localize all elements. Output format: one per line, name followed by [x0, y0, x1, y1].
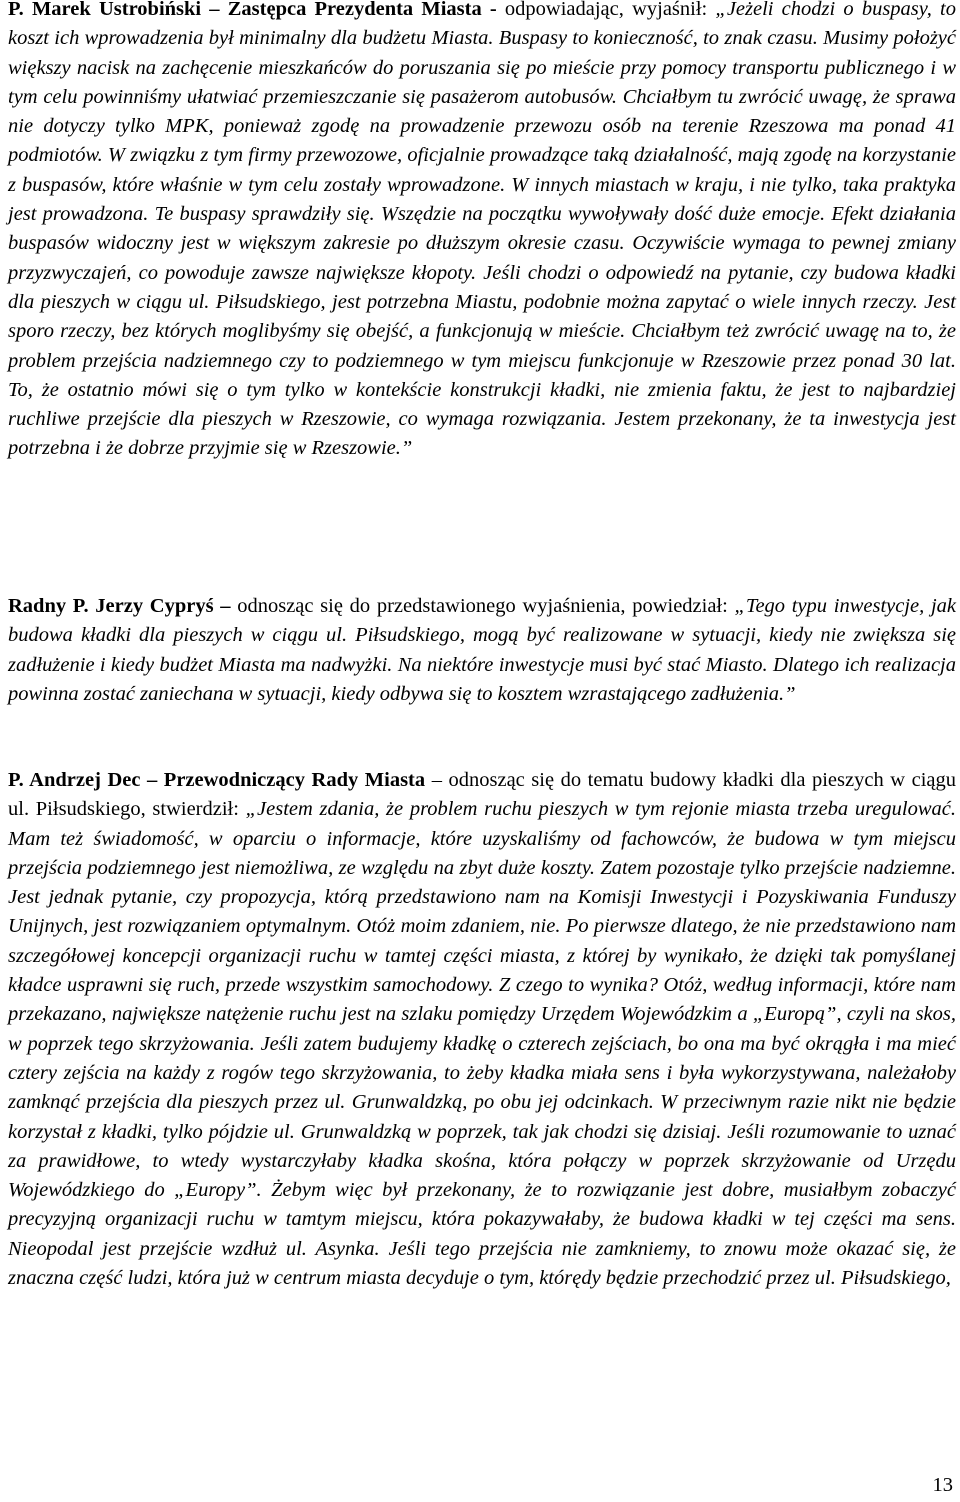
quote-text: „Jestem zdania, że problem ruchu pieszych w tym rejonie miasta trzeba uregulować. Mam też świadomość, w oparciu o informacje, które uzyskaliśmy od fachowców, że budowa w tym miejscu przejścia podziemnego jest niemożliwa, ze względu na zbyt duże koszty. Zatem pozostaje tylko przejście nadziemne. Jest jednak pytanie, czy propozycja, którą przedstawiono nam na Komisji Inwestycji i Pozyskiwania Funduszy Unijnych, jest rozwiązaniem optymalnym. Otóż moim zdaniem, nie. Po pierwsze dlatego, że nie przedstawiono nam szczegółowej koncepcji organizacji ruchu w tamtej części miasta, z której by wynikało, że dzięki tak pomyślanej kładce usprawni się ruch, przede wszystkim samochodowy. Z czego to wynika? Otóż, według informacji, które nam przekazano, największe natężenie ruchu jest na szlaku pomiędzy Urzędem Wojewódzkim a „Europą”, czyli na skos, w poprzek tego skrzyżowania. Jeśli zatem budujemy kładkę o czterech zejściach, bo ona ma być okrągła i ma mieć cztery zejścia na każdy z rogów tego skrzyżowania, to żeby kładka miała sens i była wykorzystywana, należałoby zamknąć przejścia dla pieszych przez ul. Grunwaldzką, po obu jej odcinkach. W przeciwnym razie nikt nie będzie korzystał z kładki, tylko pójdzie ul. Grunwaldzką w poprzek, tak jak chodzi się dzisiaj. Jeśli rozumowanie to uznać za prawidłowe, to wtedy wystarczyłaby kładka skośna, która połączy w poprzek skrzyżowanie od Urzędu Wojewódzkiego do „Europy”. Żebym więc był przekonany, że to rozwiązanie jest dobre, musiałbym zobaczyć precyzyjną organizacji ruchu w tamtym miejscu, która pokazywałaby, że budowa kładki w tej części ma sens. Nieopodal jest przejście wzdłuż ul. Asynka. Jeśli tego przejścia nie zamkniemy, to znowu może okazać się, że znaczna część ludzi, która już w centrum miasta decyduje o tym, którędy będzie przechodzić przez ul. Piłsudskiego, — [8, 798, 956, 1290]
paragraph-dec — [8, 766, 956, 1293]
speaker-name: P. Marek Ustrobiński – Zastępca Prezydenta Miasta - — [8, 0, 497, 20]
paragraph-intro: – odnosząc się do tematu budowy kładki dla pieszych w ciągu ul. Piłsudskiego, stwierdził: — [8, 769, 957, 821]
speaker-name: Jerzy Cypryś – — [95, 595, 231, 617]
paragraph-cyprys — [8, 592, 956, 709]
page-number: 13 — [932, 1474, 953, 1496]
speaker-prefix: Radny P. — [8, 595, 96, 617]
speaker-name: P. Andrzej Dec – Przewodniczący Rady Miasta — [8, 769, 426, 791]
paragraph-intro: odpowiadając, wyjaśnił: — [496, 0, 716, 20]
paragraph-intro: odnosząc się do przedstawionego wyjaśnienia, powiedział: — [230, 595, 735, 617]
quote-text: „Tego typu inwestycje, jak budowa kładki dla pieszych w ciągu ul. Piłsudskiego, mogą być realizowane w sytuacji, kiedy nie zwiększa się zadłużenie i kiedy budżet Miasta ma nadwyżki. Na niektóre inwestycje musi być stać Miasto. Dlatego ich realizacja powinna zostać zaniechana w sytuacji, kiedy odbywa się to kosztem wzrastającego zadłużenia.” — [8, 595, 956, 705]
paragraph-ustrobinski — [8, 0, 956, 464]
quote-text: „Jeżeli chodzi o buspasy, to koszt ich wprowadzenia był minimalny dla budżetu Miasta. Buspasy to konieczność, to znak czasu. Musimy położyć większy nacisk na zachęcenie mieszkańców do poruszania się po mieście przy pomocy transportu publicznego i w tym celu powinniśmy ułatwiać przemieszczanie się pasażerom autobusów. Chciałbym tu zwrócić uwagę, że sprawa nie dotyczy tylko MPK, ponieważ zgodę na prowadzenie przewozu osób na terenie Rzeszowa ma ponad 41 podmiotów. W związku z tym firmy przewozowe, oficjalnie prowadzące taką działalność, mają zgodę na korzystanie z buspasów, które właśnie w tym celu zostały wprowadzone. W innych miastach w kraju, i nie tylko, taka praktyka jest prowadzona. Te buspasy sprawdziły się. Wszędzie na początku wywoływały dość duże emocje. Efekt działania buspasów widoczny jest w większym zakresie po dłuższym okresie czasu. Oczywiście wymaga to pewnej zmiany przyzwyczajeń, co powoduje zawsze największe kłopoty. Jeśli chodzi o odpowiedź na pytanie, czy budowa kładki dla pieszych w ciągu ul. Piłsudskiego, jest potrzebna Miastu, podobnie można zapytać o wiele innych rzeczy. Jest sporo rzeczy, bez których moglibyśmy się obejść, a funkcjonują w mieście. Chciałbym też zwrócić uwagę na to, że problem przejścia nadziemnego czy to podziemnego w tym miejscu funkcjonuje w Rzeszowie przez ponad 30 lat. To, że ostatnio mówi się o tym tylko w kontekście konstrukcji kładki, nie zmienia faktu, że jest to najbardziej ruchliwe przejście dla pieszych w Rzeszowie, co wymaga rozwiązania. Jestem przekonany, że ta inwestycja jest potrzebna i że dobrze przyjmie się w Rzeszowie.” — [8, 0, 956, 460]
